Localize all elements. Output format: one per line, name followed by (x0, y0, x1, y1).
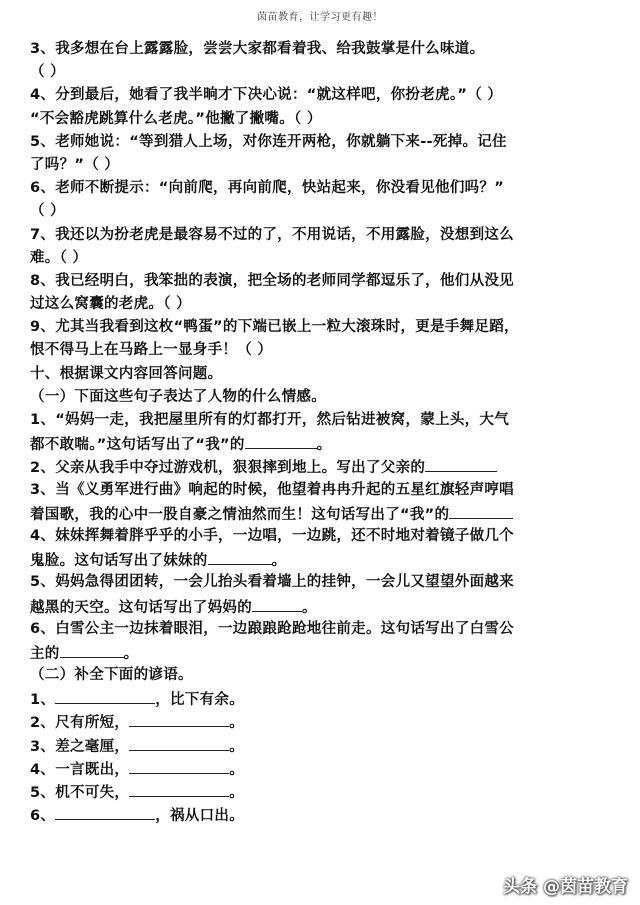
punct: 。 (302, 599, 317, 616)
proverb-line (30, 803, 620, 826)
text-line: 4、分到最后，她看了我半晌才下决心说：“就这样吧，你扮老虎。”（ ） (30, 87, 503, 104)
text-segment: 5、机不可失， (30, 785, 130, 801)
answer-blank[interactable] (425, 455, 497, 472)
text-line (30, 548, 620, 571)
punct: 。 (229, 738, 245, 755)
proverb-line (30, 757, 620, 780)
text-line: 7、我还以为扮老虎是最容易不过的了，不用说话，不用露脸，没想到这么 (30, 226, 514, 243)
text-line (30, 595, 620, 618)
text-line: 4、妹妹挥舞着胖乎乎的小手，一边唱，一边跳，还不时地对着镜子做几个 (30, 527, 514, 544)
text-line (30, 432, 620, 455)
text-line: 过这么窝囊的老虎。（ ） (30, 296, 191, 313)
text-line: 3、我多想在台上露露脸，尝尝大家都看着我、给我鼓掌是什么味道。 (30, 41, 485, 57)
text-line: 难。（ ） (30, 249, 88, 266)
proverb-line (30, 780, 620, 803)
section-heading: 十、根据课文内容回答问题。 (30, 365, 223, 382)
text-line: 1、“妈妈一走，我把屋里所有的灯都打开，然后钻进被窝，蒙上头，大气 (30, 412, 510, 428)
punct: 。 (229, 715, 245, 732)
text-line: 3、当《义勇军进行曲》响起的时候，他望着冉冉升起的五星红旗轻声哼唱 (30, 481, 514, 498)
text-segment: 鬼脸。这句话写出了妹妹的 (30, 553, 208, 570)
text-segment: 2、父亲从我手中夺过游戏机，狠狠摔到地上。写出了父亲的 (30, 460, 426, 477)
punct: 。 (316, 437, 332, 454)
text-segment: 都不敢喘。”这句话写出了“我”的 (30, 437, 245, 454)
text-line: 了吗？”（ ） (30, 156, 120, 173)
answer-blank[interactable] (55, 687, 155, 704)
subsection-heading: （一）下面这些句子表达了人物的什么情感。 (30, 388, 326, 405)
text-segment: 4、一言既出， (30, 761, 130, 778)
text-segment: 3、差之毫厘， (30, 738, 130, 755)
answer-blank[interactable] (129, 757, 229, 774)
text-segment: 2、尺有所短， (30, 715, 130, 732)
text-segment: 1、 (30, 692, 56, 709)
answer-blank[interactable] (129, 780, 229, 797)
text-line: 6、白雪公主一边抹着眼泪，一边踉踉跄跄地往前走。这句话写出了白雪公 (30, 620, 514, 637)
answer-blank[interactable] (208, 548, 272, 565)
text-segment: 越黑的天空。这句话写出了妈妈的 (30, 599, 252, 616)
text-line: “不会豁虎跳算什么老虎。”他撇了撇嘴。（ ） (30, 110, 322, 127)
answer-blank[interactable] (60, 641, 124, 658)
subsection-heading: （二）补全下面的谚语。 (30, 667, 193, 684)
text-line (30, 455, 620, 478)
text-line: 恨不得马上在马路上一显身手！（ ） (30, 342, 273, 359)
text-line: （ ） (30, 64, 65, 81)
answer-blank[interactable] (252, 595, 302, 612)
text-line (30, 502, 620, 525)
proverb-line (30, 710, 620, 733)
text-line (30, 641, 620, 664)
text-line: 5、老师她说：“等到猎人上场，对你连开两枪，你就躺下来--死掉。记住 (30, 133, 507, 150)
text-line: 5、妈妈急得团团转，一会儿抬头看着墙上的挂钟，一会儿又望望外面越来 (30, 574, 514, 591)
text-segment: ，比下有余。 (155, 692, 245, 709)
text-line: 8、我已经明白，我笨拙的表演，把全场的老师同学都逗乐了，他们从没见 (30, 272, 514, 289)
text-line: 6、老师不断提示：“向前爬，再向前爬，快站起来，你没看见他们吗？” (30, 180, 505, 197)
text-segment: 着国歌，我的心中一股自豪之情油然而生！这句话写出了“我”的 (30, 506, 450, 523)
page-header: 茵苗教育，让学习更有趣！ (257, 12, 383, 23)
punct: 。 (271, 553, 287, 570)
text-segment: ，祸从口出。 (155, 808, 245, 825)
text-segment: 主的 (30, 645, 60, 662)
text-line: 9、尤其当我看到这枚“鸭蛋”的下端已嵌上一粒大滚珠时，更是手舞足蹈， (30, 319, 519, 336)
answer-blank[interactable] (245, 432, 317, 449)
proverb-line (30, 687, 620, 710)
worksheet-content (30, 38, 620, 826)
answer-blank[interactable] (449, 502, 513, 519)
punct: 。 (229, 785, 245, 801)
watermark: 头条 @茵苗教育 (503, 877, 628, 897)
answer-blank[interactable] (55, 803, 155, 820)
text-segment: 6、 (30, 808, 56, 825)
text-line: （ ） (30, 203, 65, 220)
punct: 。 (123, 645, 139, 662)
answer-blank[interactable] (129, 710, 229, 727)
answer-blank[interactable] (129, 734, 229, 751)
proverb-line (30, 734, 620, 757)
punct: 。 (229, 761, 245, 778)
